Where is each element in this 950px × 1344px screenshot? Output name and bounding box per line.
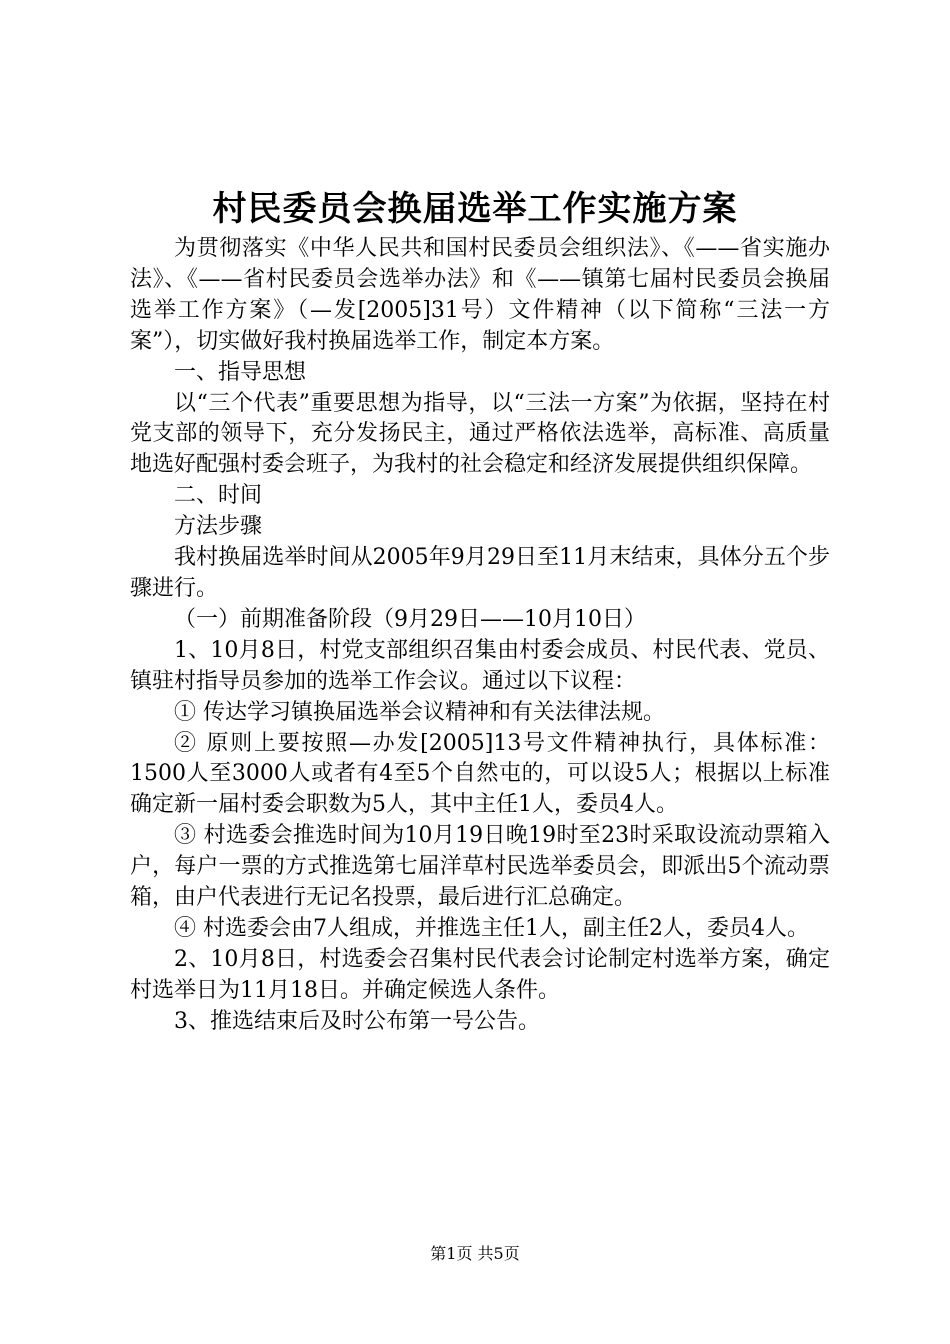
document-body bbox=[130, 234, 830, 1038]
list-item-2: 2、10月8日，村选委会召集村民代表会讨论制定村选举方案，确定村选举日为11月18日。并确定候选人条件。 bbox=[130, 946, 830, 1003]
agenda-item-3: ③ 村选委会推选时间为10月19日晚19时至23时采取设流动票箱入户，每户一票的方式推选第七届洋草村民选举委员会，即派出5个流动票箱，由户代表进行无记名投票，最后进行汇总确定。 bbox=[130, 823, 830, 911]
paragraph-schedule: 我村换届选举时间从2005年9月29日至11月末结束，具体分五个步骤进行。 bbox=[130, 545, 830, 601]
list-item-3: 3、推选结束后及时公布第一号公告。 bbox=[174, 1008, 540, 1034]
page-footer: 第1页 共5页 bbox=[430, 1244, 520, 1263]
section-heading-guiding-thought: 一、指导思想 bbox=[174, 359, 307, 385]
document-title: 村民委员会换届选举工作实施方案 bbox=[212, 189, 738, 229]
agenda-item-1: ① 传达学习镇换届选举会议精神和有关法律法规。 bbox=[174, 699, 665, 725]
subheading-method-steps: 方法步骤 bbox=[174, 514, 263, 540]
paragraph-intro: 为贯彻落实《中华人民共和国村民委员会组织法》、《——省实施办法》、《——省村民委员会选举办法》和《——镇第七届村民委员会换届选举工作方案》（—发[2005]31号）文件精神（以下简称“三法一方案”），切实做好我村换届选举工作，制定本方案。 bbox=[130, 236, 830, 354]
agenda-item-2: ② 原则上要按照—办发[2005]13号文件精神执行，具体标准：1500人至3000人或者有4至5个自然屯的，可以设5人；根据以上标准确定新一届村委会职数为5人，其中主任1人，委员4人。 bbox=[130, 730, 830, 818]
agenda-item-4: ④ 村选委会由7人组成，并推选主任1人，副主任2人，委员4人。 bbox=[174, 915, 809, 941]
paragraph-guiding-thought: 以“三个代表”重要思想为指导，以“三法一方案”为依据，坚持在村党支部的领导下，充分发扬民主，通过严格依法选举，高标准、高质量地选好配强村委会班子，为我村的社会稳定和经济发展提供组织保障。 bbox=[130, 390, 830, 478]
stage-heading-preparation: （一）前期准备阶段（9月29日——10月10日） bbox=[174, 606, 646, 632]
list-item-1: 1、10月8日，村党支部组织召集由村委会成员、村民代表、党员、镇驻村指导员参加的选举工作会议。通过以下议程： bbox=[130, 637, 830, 694]
section-heading-time: 二、时间 bbox=[174, 483, 263, 509]
